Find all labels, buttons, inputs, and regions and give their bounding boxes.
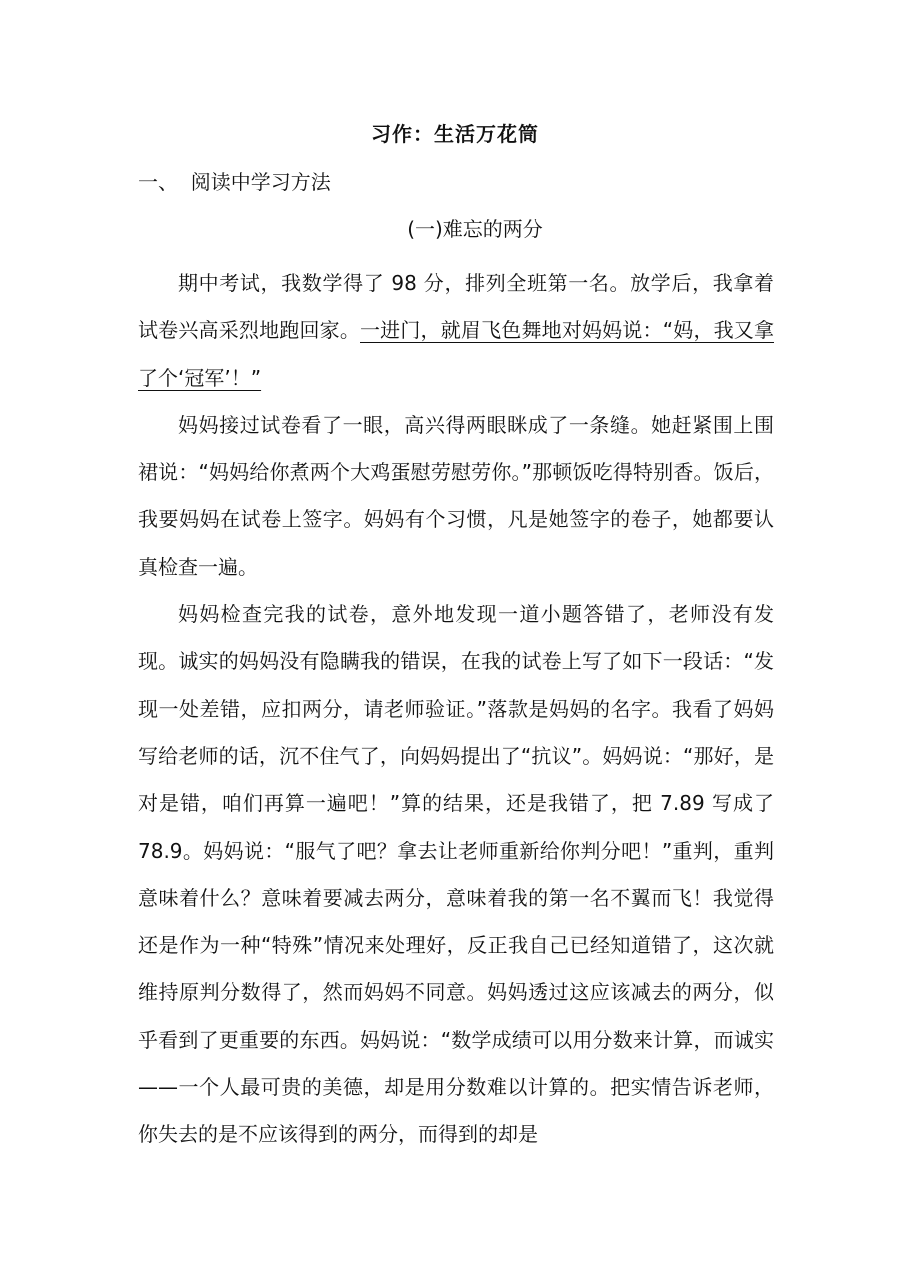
paragraph-2: 妈妈接过试卷看了一眼，高兴得两眼眯成了一条缝。她赶紧围上围裙说：“妈妈给你煮两个大鸡蛋慰劳慰劳你。”那顿饭吃得特别香。饭后，我要妈妈在试卷上签字。妈妈有个习惯，凡是她签字的卷子，她都要认真检查一遍。 — [138, 412, 774, 579]
story-body — [138, 260, 774, 1159]
story-title: (一)难忘的两分 — [407, 217, 543, 241]
paragraph-1 — [138, 260, 774, 402]
page-title: 习作：生活万花筒 — [371, 122, 539, 146]
section-heading: 一、 阅读中学习方法 — [138, 170, 331, 194]
paragraph-1-text: 期中考试，我数学得了 98 分，排列全班第一名。放学后，我拿着试卷兴高采烈地跑回家。 — [138, 271, 774, 343]
paragraph-3: 妈妈检查完我的试卷，意外地发现一道小题答错了，老师没有发现。诚实的妈妈没有隐瞒我的错误，在我的试卷上写了如下一段话：“发现一处差错，应扣两分，请老师验证。”落款是妈妈的名字。我看了妈妈写给老师的话，沉不住气了，向妈妈提出了“抗议”。妈妈说：“那好，是对是错，咱们再算一遍吧！”算的结果，还是我错了，把 7.89 写成了 78.9。妈妈说：“服气了吧？拿去让老师重新给你判分吧！”重判，重判意味着什么？意味着要减去两分，意味着我的第一名不翼而飞！我觉得还是作为一种“特殊”情况来处理好，反正我自己已经知道错了，这次就维持原判分数得了，然而妈妈不同意。妈妈透过这应该减去的两分，似乎看到了更重要的东西。妈妈说：“数学成绩可以用分数来计算，而诚实——一个人最可贵的美德，却是用分数难以计算的。把实情告诉老师，你失去的是不应该得到的两分，而得到的却是 — [138, 602, 774, 1147]
underlined-sentence: 一进门，就眉飞色舞地对妈妈说：“妈，我又拿了个‘冠军’！” — [138, 318, 774, 390]
